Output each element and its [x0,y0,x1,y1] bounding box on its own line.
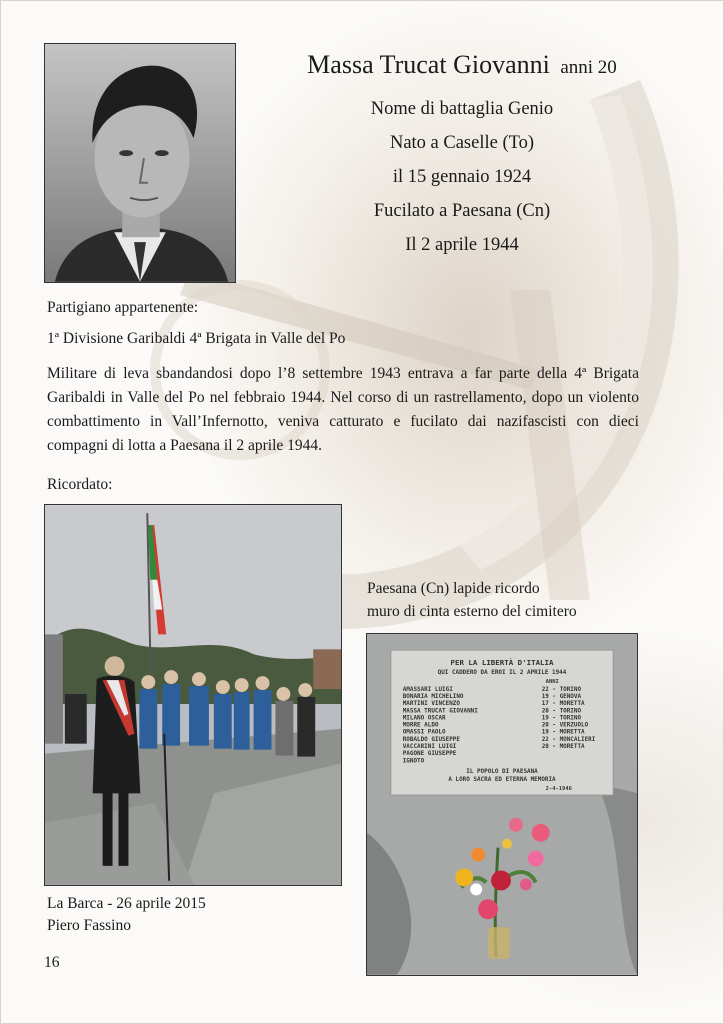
plaque-detail: 19 - TORINO [541,714,582,722]
plaque-detail: 22 - TORINO [541,685,582,693]
plaque-footer-2: A LORO SACRA ED ETERNA MEMORIA [448,776,556,784]
plaque-age-header: ANNI [545,678,559,685]
birth-place: Nato a Caselle (To) [389,133,535,153]
portrait-image [45,44,235,282]
plaque-footer-1: IL POPOLO DI PAESANA [466,768,538,776]
ceremony-photo [44,504,342,886]
plaque-name: PAGONE GIUSEPPE [402,750,457,758]
person-name: Massa Trucat Giovanni [307,50,550,79]
ceremony-caption-date: La Barca - 26 aprile 2015 [47,895,206,912]
memorial-plaque-photo [366,633,638,976]
ceremony-caption [47,893,206,937]
ceremony-image [45,505,341,885]
plaque-footer-3: 2-4-1946 [545,786,572,793]
ceremony-caption-person: Piero Fassino [47,917,131,934]
plaque-caption-line1: Paesana (Cn) lapide ricordo [367,580,540,597]
plaque-detail: 20 - TORINO [541,707,582,715]
death-date: Il 2 aprile 1944 [405,235,519,255]
plaque-detail: 19 - MORETTA [541,728,585,736]
plaque-name: MASSA TRUCAT GIOVANNI [402,707,478,715]
plaque-image [367,634,637,975]
portrait-photo [44,43,236,283]
person-name-heading [252,50,672,80]
plaque-caption-line2: muro di cinta esterno del cimitero [367,603,577,620]
plaque-subheading: QUI CADDERO DA EROI IL 2 APRILE 1944 [437,668,567,676]
page-number: 16 [44,954,60,971]
bio-block [252,92,672,262]
plaque-name: AMASSARI LUIGI [402,685,453,693]
division-line: 1ª Divisione Garibaldi 4ª Brigata in Valle del Po [47,330,346,347]
membership-label: Partigiano appartenente: [47,299,199,316]
death-place: Fucilato a Paesana (Cn) [373,201,551,221]
birth-date: il 15 gennaio 1924 [392,167,532,187]
plaque-name: MORRE ALDO [402,721,439,729]
plaque-name: MARTINI VINCENZO [402,700,460,708]
plaque-detail: 22 - MONCALIERI [541,735,596,743]
plaque-detail: 20 - MORETTA [541,743,585,751]
plaque-caption [367,577,577,623]
remembered-label: Ricordato: [47,476,113,493]
plaque-name: BONARIA MICHELINO [402,692,464,700]
plaque-name: VACCARINI LUIGI [402,743,457,751]
plaque-name: MILANO OSCAR [402,714,446,722]
plaque-detail: 19 - GENOVA [541,692,582,700]
plaque-detail: 17 - MORETTA [541,700,585,708]
plaque-name: ROBALDO GIUSEPPE [402,735,460,743]
battle-name: Nome di battaglia Genio [370,99,554,119]
biography-paragraph: Militare di leva sbandandosi dopo l’8 settembre 1943 entrava a far parte della 4ª Brigata Garibaldi in Valle del Po nel febbraio 1944. Nel corso di un rastrellamento, dopo un violento combattimento in Vall’Infernotto, veniva catturato e fucilato dai nazifascisti con dieci compagni di lotta a Paesana il 2 aprile 1944. [47,365,639,454]
plaque-detail: 20 - VERZUOLO [541,721,589,729]
plaque-name: OMASSI PAOLO [402,728,446,736]
plaque-name: IGNOTO [402,757,425,765]
person-age: anni 20 [560,57,617,78]
plaque-heading: PER LA LIBERTÀ D'ITALIA [450,658,554,668]
